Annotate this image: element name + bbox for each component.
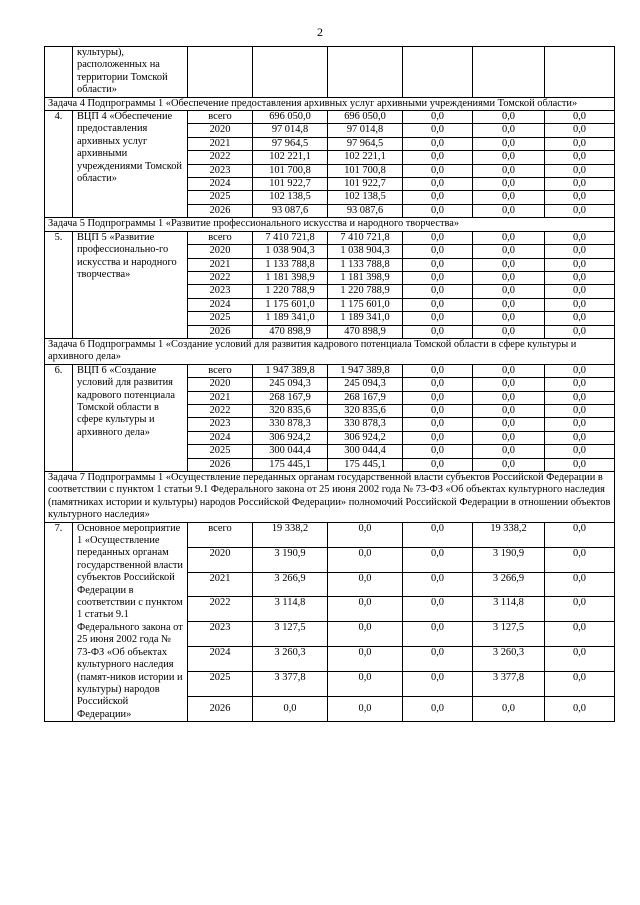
value-cell: 0,0 [328, 647, 403, 672]
value-cell: 175 445,1 [253, 458, 328, 471]
task-row [45, 338, 615, 364]
year-cell: 2023 [188, 164, 253, 177]
value-cell: 470 898,9 [328, 325, 403, 338]
value-cell: 1 189 341,0 [328, 312, 403, 325]
value-cell: 0,0 [545, 271, 615, 284]
value-cell: 0,0 [545, 572, 615, 597]
value-cell: 0,0 [253, 697, 328, 722]
value-cell: 3 114,8 [253, 597, 328, 622]
year-cell: всего [188, 364, 253, 377]
value-cell: 0,0 [403, 325, 473, 338]
year-cell: 2025 [188, 672, 253, 697]
value-cell: 19 338,2 [473, 522, 545, 547]
value-cell: 0,0 [403, 697, 473, 722]
value-cell: 0,0 [403, 258, 473, 271]
value-cell: 0,0 [545, 364, 615, 377]
value-cell: 0,0 [545, 151, 615, 164]
value-cell: 1 947 389,8 [253, 364, 328, 377]
value-cell: 101 700,8 [328, 164, 403, 177]
value-cell: 0,0 [545, 178, 615, 191]
value-cell: 3 127,5 [253, 622, 328, 647]
value-cell: 0,0 [403, 285, 473, 298]
item-name: ВЦП 6 «Создание условий для развития кадрового потенциала Томской области в сфере культуры и архивного дела» [73, 364, 188, 471]
value-cell: 0,0 [545, 458, 615, 471]
item-number: 6. [45, 364, 73, 471]
item-number: 4. [45, 111, 73, 218]
value-cell: 0,0 [473, 124, 545, 137]
value-cell: 0,0 [473, 458, 545, 471]
value-cell: 0,0 [403, 231, 473, 244]
value-cell: 0,0 [403, 164, 473, 177]
table-row [45, 364, 615, 377]
year-cell: всего [188, 231, 253, 244]
task-row [45, 472, 615, 523]
value-cell: 0,0 [545, 312, 615, 325]
value-cell: 0,0 [328, 697, 403, 722]
year-cell: 2026 [188, 204, 253, 217]
value-cell: 1 181 398,9 [253, 271, 328, 284]
value-cell: 300 044,4 [328, 445, 403, 458]
value-cell: 0,0 [473, 111, 545, 124]
value-cell: 0,0 [473, 325, 545, 338]
value-cell: 102 138,5 [253, 191, 328, 204]
year-cell: 2023 [188, 622, 253, 647]
value-cell: 1 038 904,3 [328, 245, 403, 258]
value-cell: 0,0 [545, 258, 615, 271]
year-cell: 2023 [188, 418, 253, 431]
year-cell: 2024 [188, 647, 253, 672]
task-heading: Задача 6 Подпрограммы 1 «Создание условий для развития кадрового потенциала Томской области в сфере культуры и архивного дела» [45, 338, 615, 364]
value-cell: 330 878,3 [253, 418, 328, 431]
value-cell: 97 964,5 [253, 137, 328, 150]
value-cell: 0,0 [545, 137, 615, 150]
value-cell: 306 924,2 [328, 431, 403, 444]
value-cell: 0,0 [403, 312, 473, 325]
value-cell: 0,0 [403, 547, 473, 572]
year-cell: 2025 [188, 312, 253, 325]
value-cell: 0,0 [545, 431, 615, 444]
value-cell: 0,0 [403, 597, 473, 622]
year-cell: 2022 [188, 404, 253, 417]
value-cell: 0,0 [403, 137, 473, 150]
value-cell: 7 410 721,8 [328, 231, 403, 244]
item-number: 7. [45, 522, 73, 722]
table-body [45, 47, 615, 722]
value-cell: 0,0 [403, 298, 473, 311]
value-cell: 0,0 [473, 298, 545, 311]
page-number: 2 [317, 25, 323, 39]
value-cell: 0,0 [545, 391, 615, 404]
value-cell: 0,0 [403, 672, 473, 697]
value-cell: 0,0 [545, 325, 615, 338]
value-cell: 0,0 [473, 191, 545, 204]
item-name: ВЦП 4 «Обеспечение предоставления архивных услуг архивными учреждениями Томской области» [73, 111, 188, 218]
year-cell: 2025 [188, 445, 253, 458]
value-cell: 0,0 [403, 458, 473, 471]
value-cell: 0,0 [403, 271, 473, 284]
value-cell: 3 377,8 [253, 672, 328, 697]
value-cell: 0,0 [473, 418, 545, 431]
value-cell: 0,0 [403, 364, 473, 377]
value-cell: 696 050,0 [328, 111, 403, 124]
value-cell: 0,0 [403, 431, 473, 444]
value-cell: 0,0 [403, 391, 473, 404]
value-cell: 0,0 [473, 231, 545, 244]
value-cell: 0,0 [328, 547, 403, 572]
value-cell: 1 220 788,9 [328, 285, 403, 298]
value-cell: 0,0 [403, 418, 473, 431]
value-cell: 0,0 [545, 672, 615, 697]
task-heading: Задача 7 Подпрограммы 1 «Осуществление переданных органам государственной власти субъектов Российской Федерации в соответствии с пунктом 1 статьи 9.1 Федерального закона от 25 июня 2002 года № 73-ФЗ «Об объектах культурного наследия (памятниках истории и культуры) народов Российской Федерации» полномочий Российской Федерации в отношении объектов культурного наследия» [45, 472, 615, 523]
value-cell: 0,0 [473, 312, 545, 325]
value-cell: 696 050,0 [253, 111, 328, 124]
value-cell: 0,0 [403, 522, 473, 547]
value-cell: 0,0 [473, 164, 545, 177]
value-cell: 0,0 [473, 404, 545, 417]
value-cell: 0,0 [473, 245, 545, 258]
value-cell: 0,0 [473, 151, 545, 164]
value-cell: 102 221,1 [328, 151, 403, 164]
value-cell: 97 964,5 [328, 137, 403, 150]
value-cell: 268 167,9 [253, 391, 328, 404]
value-cell: 0,0 [545, 404, 615, 417]
value-cell: 0,0 [545, 597, 615, 622]
value-cell: 470 898,9 [253, 325, 328, 338]
value-cell: 1 181 398,9 [328, 271, 403, 284]
value-cell: 0,0 [545, 622, 615, 647]
year-cell: 2020 [188, 245, 253, 258]
year-cell: всего [188, 522, 253, 547]
value-cell: 0,0 [473, 258, 545, 271]
value-cell: 0,0 [403, 124, 473, 137]
value-cell: 1 220 788,9 [253, 285, 328, 298]
value-cell: 0,0 [473, 285, 545, 298]
value-cell: 0,0 [545, 547, 615, 572]
value-cell: 268 167,9 [328, 391, 403, 404]
value-cell: 175 445,1 [328, 458, 403, 471]
year-cell: 2022 [188, 597, 253, 622]
value-cell: 300 044,4 [253, 445, 328, 458]
value-cell: 0,0 [545, 164, 615, 177]
value-cell: 101 922,7 [253, 178, 328, 191]
year-cell: 2020 [188, 547, 253, 572]
year-cell: 2021 [188, 137, 253, 150]
item-name-cell: культуры), расположенных на территории Томской области» [73, 47, 188, 98]
table-row [45, 111, 615, 124]
task-row [45, 97, 615, 110]
value-cell: 0,0 [473, 697, 545, 722]
value-cell: 0,0 [473, 178, 545, 191]
value-cell: 0,0 [328, 622, 403, 647]
value-cell: 1 038 904,3 [253, 245, 328, 258]
value-cell: 0,0 [403, 178, 473, 191]
value-cell: 0,0 [473, 445, 545, 458]
value-cell: 0,0 [545, 204, 615, 217]
value-cell: 3 377,8 [473, 672, 545, 697]
value-cell: 0,0 [403, 378, 473, 391]
value-cell: 3 260,3 [473, 647, 545, 672]
value-cell: 19 338,2 [253, 522, 328, 547]
value-cell: 0,0 [545, 285, 615, 298]
value-cell: 330 878,3 [328, 418, 403, 431]
value-cell: 0,0 [403, 191, 473, 204]
year-cell: 2022 [188, 151, 253, 164]
value-cell: 0,0 [545, 245, 615, 258]
year-cell: 2025 [188, 191, 253, 204]
value-cell: 0,0 [473, 271, 545, 284]
value-cell: 7 410 721,8 [253, 231, 328, 244]
value-cell: 0,0 [403, 111, 473, 124]
value-cell: 245 094,3 [328, 378, 403, 391]
value-cell: 1 175 601,0 [253, 298, 328, 311]
value-cell: 102 221,1 [253, 151, 328, 164]
task-heading: Задача 5 Подпрограммы 1 «Развитие профессионального искусства и народного творчества» [45, 218, 615, 231]
year-cell: 2024 [188, 298, 253, 311]
value-cell: 97 014,8 [253, 124, 328, 137]
value-cell: 0,0 [328, 522, 403, 547]
value-cell: 0,0 [403, 445, 473, 458]
table-row [45, 47, 615, 98]
value-cell: 102 138,5 [328, 191, 403, 204]
value-cell: 97 014,8 [328, 124, 403, 137]
table-row [45, 522, 615, 547]
value-cell: 0,0 [403, 572, 473, 597]
value-cell: 0,0 [545, 231, 615, 244]
year-cell: 2021 [188, 258, 253, 271]
value-cell: 0,0 [473, 364, 545, 377]
year-cell: всего [188, 111, 253, 124]
table-row [45, 231, 615, 244]
year-cell: 2020 [188, 378, 253, 391]
value-cell: 3 190,9 [473, 547, 545, 572]
year-cell: 2023 [188, 285, 253, 298]
value-cell: 93 087,6 [328, 204, 403, 217]
value-cell: 0,0 [545, 697, 615, 722]
value-cell: 1 189 341,0 [253, 312, 328, 325]
value-cell: 0,0 [545, 418, 615, 431]
year-cell: 2024 [188, 178, 253, 191]
value-cell: 101 922,7 [328, 178, 403, 191]
value-cell: 0,0 [545, 378, 615, 391]
value-cell: 320 835,6 [253, 404, 328, 417]
value-cell: 0,0 [403, 404, 473, 417]
value-cell: 0,0 [403, 204, 473, 217]
value-cell: 0,0 [473, 204, 545, 217]
value-cell: 3 190,9 [253, 547, 328, 572]
value-cell: 0,0 [403, 622, 473, 647]
value-cell: 3 260,3 [253, 647, 328, 672]
value-cell: 306 924,2 [253, 431, 328, 444]
value-cell: 93 087,6 [253, 204, 328, 217]
year-cell: 2026 [188, 458, 253, 471]
value-cell: 0,0 [545, 298, 615, 311]
value-cell: 0,0 [545, 522, 615, 547]
item-name: Основное мероприятие 1 «Осуществление переданных органам государственной власти субъектов Российской Федерации в соответствии с пунктом 1 статьи 9.1 Федерального закона от 25 июня 2002 года № 73-ФЗ «Об объектах культурного наследия (памят-ников истории и культуры) народов Российской Федерации» [73, 522, 188, 722]
year-cell: 2021 [188, 391, 253, 404]
value-cell: 0,0 [545, 111, 615, 124]
value-cell: 0,0 [473, 378, 545, 391]
value-cell: 0,0 [328, 572, 403, 597]
year-cell: 2020 [188, 124, 253, 137]
value-cell: 3 266,9 [473, 572, 545, 597]
value-cell: 3 114,8 [473, 597, 545, 622]
value-cell: 0,0 [545, 191, 615, 204]
value-cell: 1 133 788,8 [328, 258, 403, 271]
item-name: ВЦП 5 «Развитие профессионально-го искусства и народного творчества» [73, 231, 188, 338]
value-cell: 3 266,9 [253, 572, 328, 597]
value-cell: 0,0 [473, 431, 545, 444]
value-cell: 0,0 [328, 597, 403, 622]
year-cell: 2026 [188, 697, 253, 722]
year-cell: 2022 [188, 271, 253, 284]
value-cell: 1 175 601,0 [328, 298, 403, 311]
value-cell: 0,0 [545, 445, 615, 458]
value-cell: 1 133 788,8 [253, 258, 328, 271]
value-cell: 320 835,6 [328, 404, 403, 417]
value-cell: 0,0 [473, 137, 545, 150]
year-cell: 2024 [188, 431, 253, 444]
value-cell: 101 700,8 [253, 164, 328, 177]
year-cell: 2026 [188, 325, 253, 338]
value-cell: 0,0 [403, 647, 473, 672]
task-heading: Задача 4 Подпрограммы 1 «Обеспечение предоставления архивных услуг архивными учреждениями Томской области» [45, 97, 615, 110]
value-cell: 0,0 [403, 151, 473, 164]
financing-table [44, 46, 615, 722]
value-cell: 0,0 [545, 647, 615, 672]
value-cell: 0,0 [545, 124, 615, 137]
value-cell: 1 947 389,8 [328, 364, 403, 377]
task-row [45, 218, 615, 231]
value-cell: 245 094,3 [253, 378, 328, 391]
value-cell: 0,0 [328, 672, 403, 697]
year-cell: 2021 [188, 572, 253, 597]
value-cell: 0,0 [473, 391, 545, 404]
value-cell: 0,0 [403, 245, 473, 258]
value-cell: 3 127,5 [473, 622, 545, 647]
item-number: 5. [45, 231, 73, 338]
